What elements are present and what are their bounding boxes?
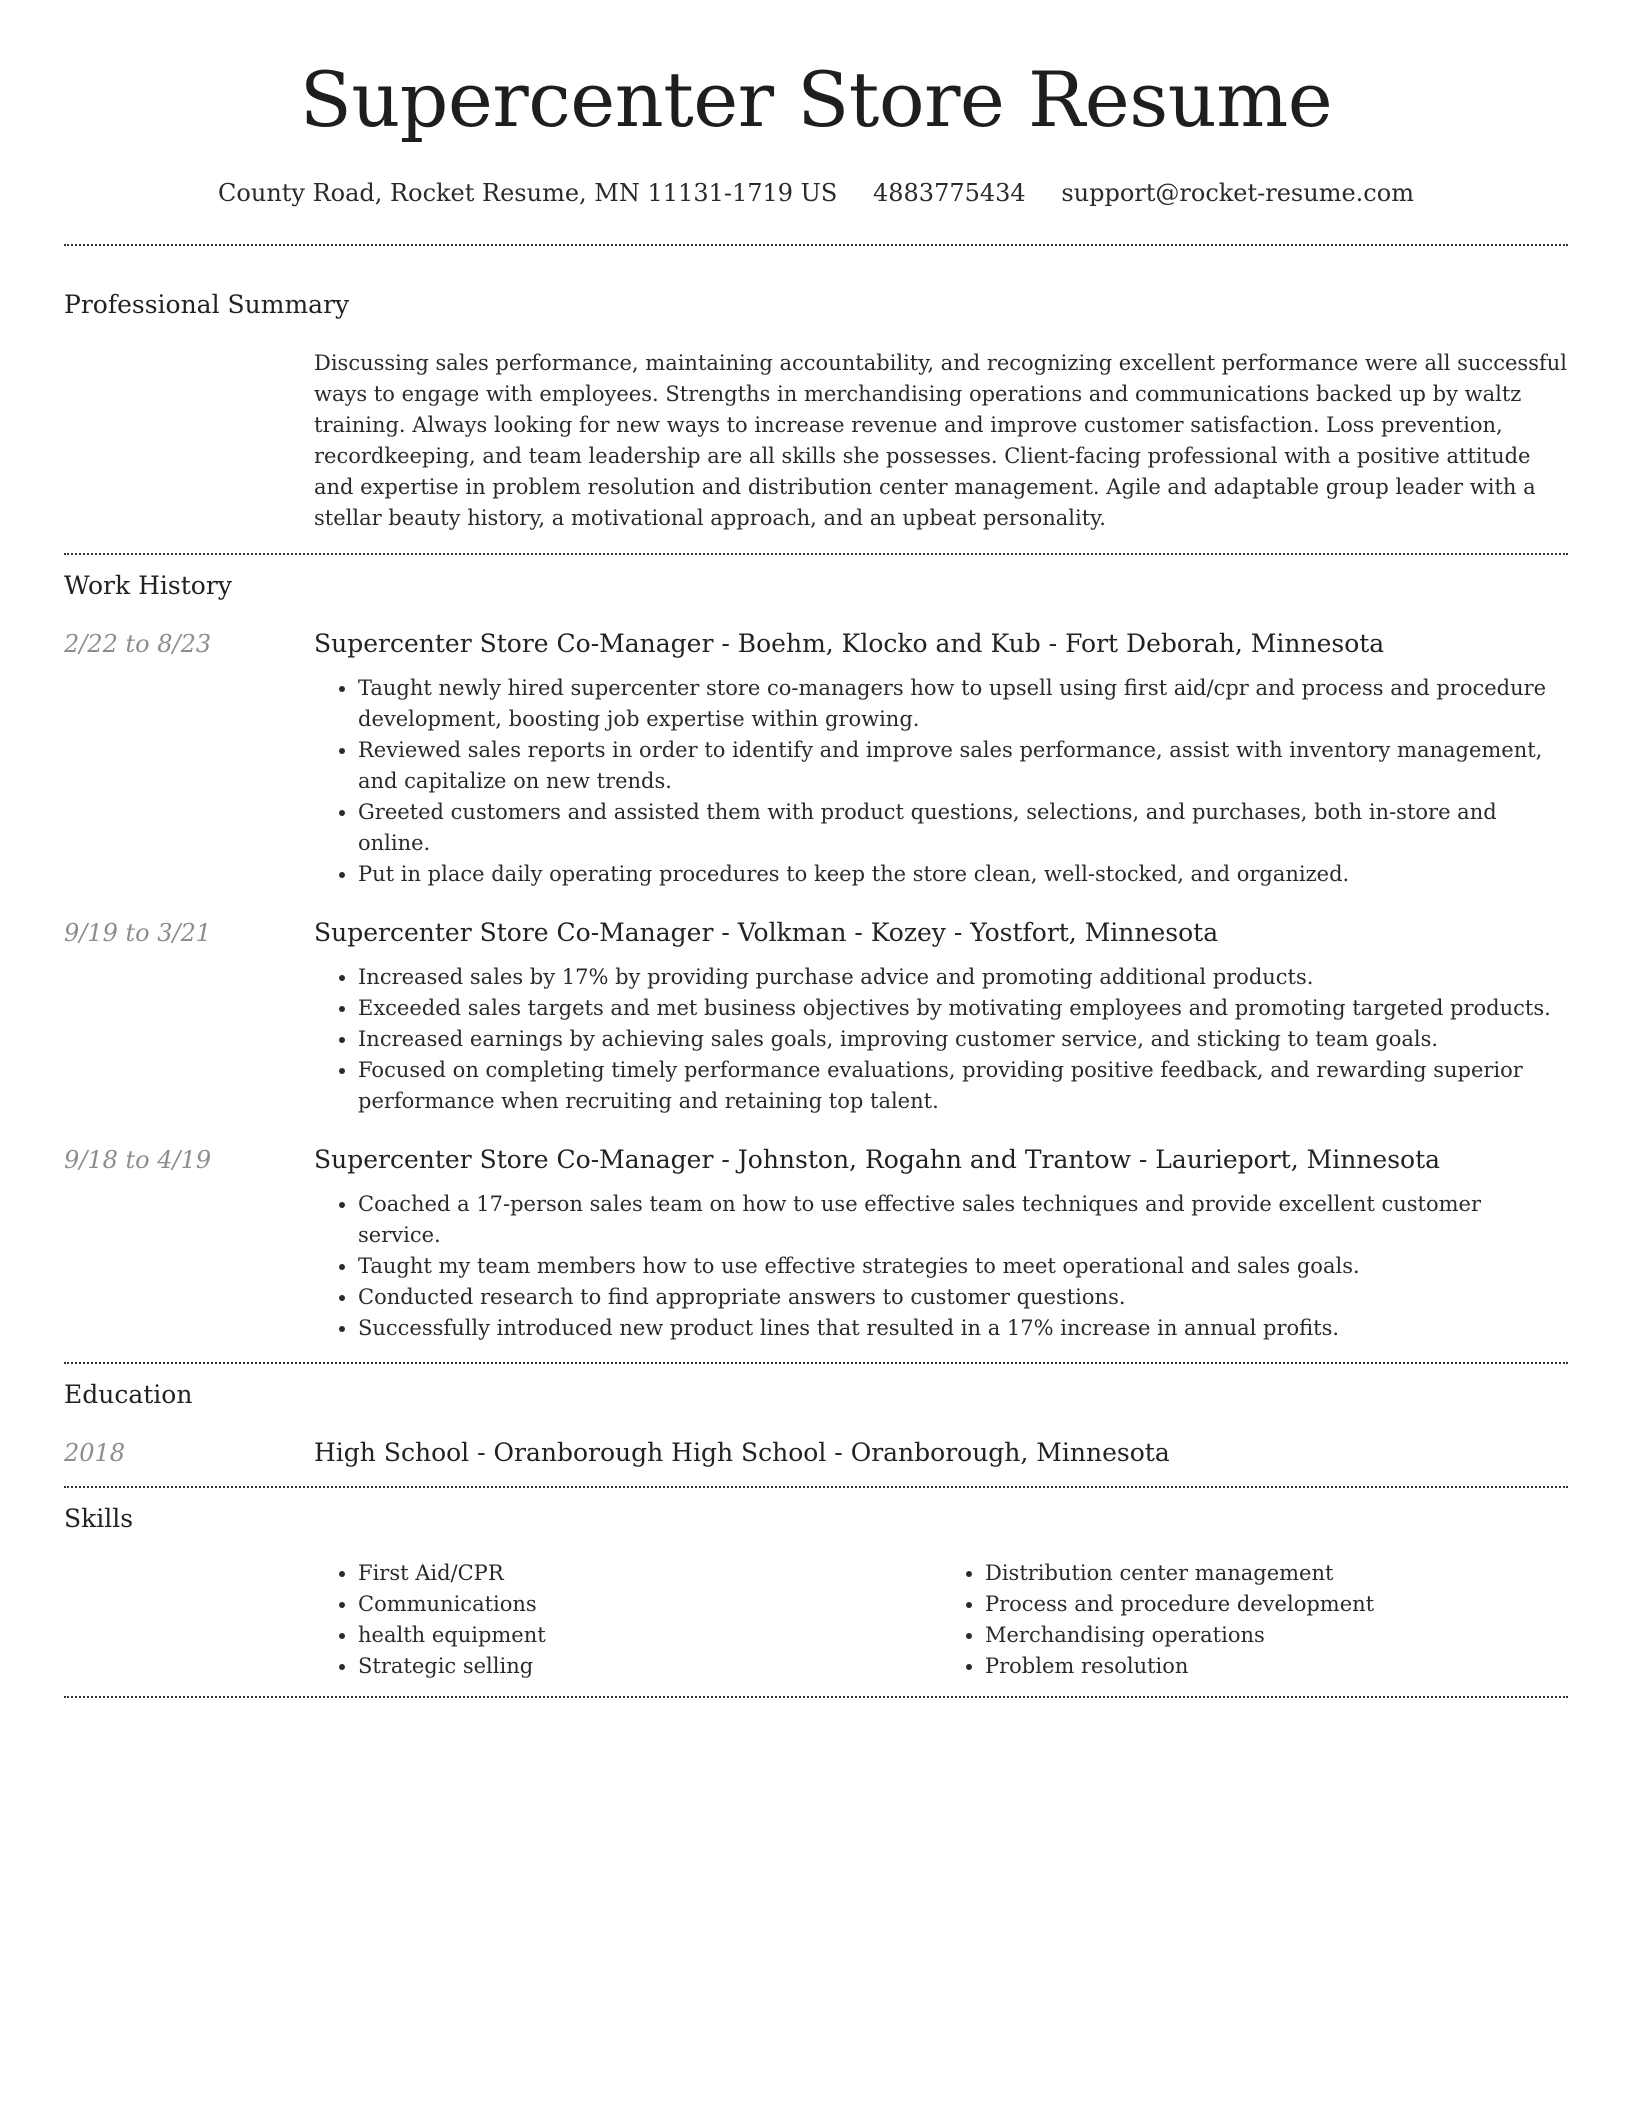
job-title: Supercenter Store Co-Manager - Volkman - Kozey - Yostfort, Minnesota bbox=[314, 918, 1219, 947]
work-history-title: Work History bbox=[64, 571, 232, 600]
summary-text: Discussing sales performance, maintaining accountability, and recognizing excellent performance were all successful ways to engage with employees. Strengths in merchandising operations and communications backed up by waltz training. Always looking for new ways to increase revenue and improve customer satisfaction. Loss prevention, recordkeeping, and team leadership are all skills she possesses. Client-facing professional with a positive attitude and expertise in problem resolution and distribution center management. Agile and adaptable group leader with a stellar beauty history, a motivational approach, and an upbeat personality. bbox=[314, 351, 1567, 530]
education-body bbox=[314, 1438, 1568, 1468]
skill-item: • health equipment bbox=[358, 1620, 941, 1651]
job-bullet: • Increased sales by 17% by providing purchase advice and promoting additional products. bbox=[358, 962, 1568, 993]
job-entry bbox=[64, 629, 1568, 890]
contact-email: support@rocket-resume.com bbox=[1061, 179, 1414, 207]
skill-item: • Problem resolution bbox=[985, 1651, 1568, 1682]
education-title: Education bbox=[64, 1380, 193, 1409]
skills-columns bbox=[314, 1558, 1568, 1682]
job-body bbox=[314, 629, 1568, 890]
job-bullet: • Conducted research to find appropriate answers to customer questions. bbox=[358, 1282, 1568, 1313]
job-body bbox=[314, 918, 1568, 1117]
education-entry bbox=[64, 1438, 1568, 1468]
job-bullet: • Focused on completing timely performance evaluations, providing positive feedback, and rewarding superior performance when recruiting and retaining top talent. bbox=[358, 1055, 1568, 1117]
job-date: 2/22 to 8/23 bbox=[64, 630, 212, 658]
resume-name: Supercenter Store Resume bbox=[299, 55, 1333, 144]
job-date: 9/18 to 4/19 bbox=[64, 1146, 212, 1174]
education-section bbox=[64, 1364, 1568, 1486]
job-bullet: • Put in place daily operating procedures to keep the store clean, well-stocked, and organized. bbox=[358, 859, 1568, 890]
job-bullet: • Greeted customers and assisted them with product questions, selections, and purchases, both in-store and online. bbox=[358, 797, 1568, 859]
skill-item: • Strategic selling bbox=[358, 1651, 941, 1682]
skills-list-right bbox=[941, 1558, 1568, 1682]
education-date: 2018 bbox=[64, 1439, 126, 1467]
job-bullets bbox=[314, 673, 1568, 890]
job-bullet: • Taught newly hired supercenter store co-managers how to upsell using first aid/cpr and process and procedure development, boosting job expertise within growing. bbox=[358, 673, 1568, 735]
job-title: Supercenter Store Co-Manager - Boehm, Klocko and Kub - Fort Deborah, Minnesota bbox=[314, 629, 1385, 658]
skills-list-left bbox=[314, 1558, 941, 1682]
divider bbox=[64, 1696, 1568, 1698]
job-bullet: • Successfully introduced new product lines that resulted in a 17% increase in annual profits. bbox=[358, 1313, 1568, 1344]
job-bullet: • Coached a 17-person sales team on how to use effective sales techniques and provide excellent customer service. bbox=[358, 1189, 1568, 1251]
skills-title: Skills bbox=[64, 1504, 134, 1533]
summary-section bbox=[64, 246, 1568, 553]
job-body bbox=[314, 1145, 1568, 1344]
job-entry bbox=[64, 918, 1568, 1117]
skill-item: • Communications bbox=[358, 1589, 941, 1620]
contact-line bbox=[64, 178, 1568, 208]
summary-title: Professional Summary bbox=[64, 290, 350, 319]
skill-item: • First Aid/CPR bbox=[358, 1558, 941, 1589]
skills-section bbox=[64, 1488, 1568, 1696]
job-bullets bbox=[314, 962, 1568, 1117]
job-title: Supercenter Store Co-Manager - Johnston, Rogahn and Trantow - Laurieport, Minnesota bbox=[314, 1145, 1441, 1174]
job-bullet: • Increased earnings by achieving sales goals, improving customer service, and sticking to team goals. bbox=[358, 1024, 1568, 1055]
contact-address: County Road, Rocket Resume, MN 11131-1719 US bbox=[218, 179, 838, 207]
skill-item: • Distribution center management bbox=[985, 1558, 1568, 1589]
job-bullet: • Taught my team members how to use effective strategies to meet operational and sales goals. bbox=[358, 1251, 1568, 1282]
job-bullet: • Exceeded sales targets and met business objectives by motivating employees and promoting targeted products. bbox=[358, 993, 1568, 1024]
education-text: High School - Oranborough High School - Oranborough, Minnesota bbox=[314, 1438, 1170, 1467]
job-date: 9/19 to 3/21 bbox=[64, 919, 212, 947]
job-bullets bbox=[314, 1189, 1568, 1344]
job-bullet: • Reviewed sales reports in order to identify and improve sales performance, assist with inventory management, and capitalize on new trends. bbox=[358, 735, 1568, 797]
work-history-section bbox=[64, 555, 1568, 1362]
skill-item: • Merchandising operations bbox=[985, 1620, 1568, 1651]
skill-item: • Process and procedure development bbox=[985, 1589, 1568, 1620]
job-entry bbox=[64, 1145, 1568, 1344]
contact-phone: 4883775434 bbox=[872, 179, 1026, 207]
